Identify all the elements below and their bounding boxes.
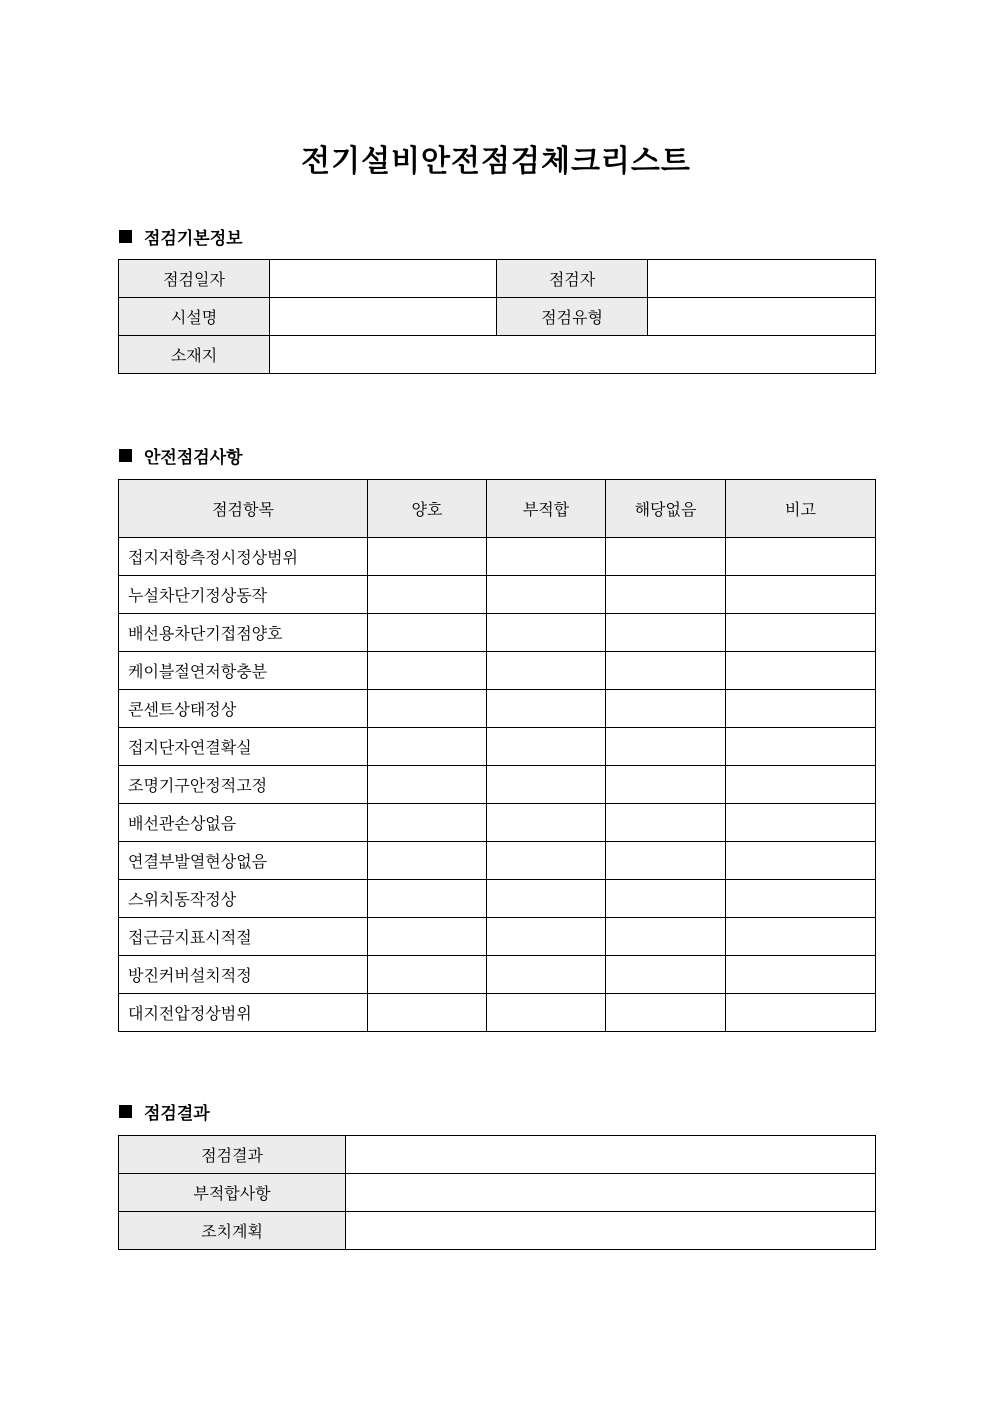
not-applicable-cell[interactable]	[606, 690, 726, 728]
table-row	[119, 956, 876, 994]
not-applicable-cell[interactable]	[606, 766, 726, 804]
section-heading-checklist	[119, 443, 243, 468]
nonconforming-cell[interactable]	[487, 690, 606, 728]
nonconformity-field[interactable]	[346, 1174, 876, 1212]
table-row	[119, 918, 876, 956]
nonconforming-cell[interactable]	[487, 804, 606, 842]
section-heading-basic-info	[119, 224, 243, 249]
check-item-label: 접지저항측정시정상범위	[119, 538, 368, 576]
column-header-not-applicable: 해당없음	[606, 480, 726, 538]
check-item-label: 대지전압정상범위	[119, 994, 368, 1032]
remarks-cell[interactable]	[726, 652, 876, 690]
remarks-cell[interactable]	[726, 880, 876, 918]
section-heading-result	[119, 1099, 210, 1124]
remarks-cell[interactable]	[726, 766, 876, 804]
checklist-table	[118, 479, 876, 1032]
check-item-label: 콘센트상태정상	[119, 690, 368, 728]
check-item-label: 배선관손상없음	[119, 804, 368, 842]
table-row	[119, 994, 876, 1032]
check-item-label: 스위치동작정상	[119, 880, 368, 918]
label-cell: 점검유형	[497, 298, 648, 336]
remarks-cell[interactable]	[726, 576, 876, 614]
square-bullet-icon	[119, 230, 132, 243]
facility-name-field[interactable]	[270, 298, 497, 336]
not-applicable-cell[interactable]	[606, 842, 726, 880]
basic-info-table	[118, 259, 876, 374]
document-title: 전기설비안전점검체크리스트	[301, 144, 691, 179]
nonconforming-cell[interactable]	[487, 538, 606, 576]
nonconforming-cell[interactable]	[487, 576, 606, 614]
nonconforming-cell[interactable]	[487, 918, 606, 956]
column-header-remarks: 비고	[726, 480, 876, 538]
result-table	[118, 1135, 876, 1250]
square-bullet-icon	[119, 449, 132, 462]
remarks-cell[interactable]	[726, 538, 876, 576]
not-applicable-cell[interactable]	[606, 994, 726, 1032]
good-cell[interactable]	[368, 576, 487, 614]
table-row	[119, 728, 876, 766]
not-applicable-cell[interactable]	[606, 652, 726, 690]
inspection-result-field[interactable]	[346, 1136, 876, 1174]
good-cell[interactable]	[368, 652, 487, 690]
table-row	[119, 1136, 876, 1174]
inspector-field[interactable]	[648, 260, 876, 298]
remarks-cell[interactable]	[726, 994, 876, 1032]
nonconforming-cell[interactable]	[487, 880, 606, 918]
nonconforming-cell[interactable]	[487, 766, 606, 804]
check-item-label: 케이블절연저항충분	[119, 652, 368, 690]
good-cell[interactable]	[368, 690, 487, 728]
table-row	[119, 842, 876, 880]
nonconforming-cell[interactable]	[487, 956, 606, 994]
inspection-date-field[interactable]	[270, 260, 497, 298]
not-applicable-cell[interactable]	[606, 956, 726, 994]
label-cell: 부적합사항	[119, 1174, 346, 1212]
nonconforming-cell[interactable]	[487, 728, 606, 766]
nonconforming-cell[interactable]	[487, 842, 606, 880]
label-cell: 점검일자	[119, 260, 270, 298]
section-heading-label: 안전점검사항	[144, 448, 243, 468]
column-header-nonconforming: 부적합	[487, 480, 606, 538]
label-cell: 소재지	[119, 336, 270, 374]
table-row	[119, 538, 876, 576]
check-item-label: 누설차단기정상동작	[119, 576, 368, 614]
not-applicable-cell[interactable]	[606, 576, 726, 614]
label-cell: 시설명	[119, 298, 270, 336]
inspection-type-field[interactable]	[648, 298, 876, 336]
good-cell[interactable]	[368, 538, 487, 576]
remarks-cell[interactable]	[726, 614, 876, 652]
good-cell[interactable]	[368, 766, 487, 804]
not-applicable-cell[interactable]	[606, 538, 726, 576]
check-item-label: 배선용차단기접점양호	[119, 614, 368, 652]
label-cell: 점검자	[497, 260, 648, 298]
not-applicable-cell[interactable]	[606, 728, 726, 766]
nonconforming-cell[interactable]	[487, 994, 606, 1032]
good-cell[interactable]	[368, 880, 487, 918]
good-cell[interactable]	[368, 956, 487, 994]
label-cell: 조치계획	[119, 1212, 346, 1250]
table-row	[119, 880, 876, 918]
check-item-label: 접근금지표시적절	[119, 918, 368, 956]
table-row	[119, 1174, 876, 1212]
check-item-label: 조명기구안정적고정	[119, 766, 368, 804]
table-row	[119, 804, 876, 842]
check-item-label: 접지단자연결확실	[119, 728, 368, 766]
not-applicable-cell[interactable]	[606, 918, 726, 956]
remarks-cell[interactable]	[726, 690, 876, 728]
remarks-cell[interactable]	[726, 728, 876, 766]
good-cell[interactable]	[368, 842, 487, 880]
column-header-item: 점검항목	[119, 480, 368, 538]
table-row	[119, 614, 876, 652]
good-cell[interactable]	[368, 728, 487, 766]
table-row	[119, 576, 876, 614]
not-applicable-cell[interactable]	[606, 614, 726, 652]
good-cell[interactable]	[368, 918, 487, 956]
table-row	[119, 652, 876, 690]
table-row	[119, 298, 876, 336]
section-heading-label: 점검결과	[144, 1104, 210, 1124]
square-bullet-icon	[119, 1105, 132, 1118]
table-row	[119, 1212, 876, 1250]
good-cell[interactable]	[368, 614, 487, 652]
action-plan-field[interactable]	[346, 1212, 876, 1250]
label-cell: 점검결과	[119, 1136, 346, 1174]
section-heading-label: 점검기본정보	[144, 229, 243, 249]
check-item-label: 연결부발열현상없음	[119, 842, 368, 880]
nonconforming-cell[interactable]	[487, 652, 606, 690]
location-field[interactable]	[270, 336, 876, 374]
check-item-label: 방진커버설치적정	[119, 956, 368, 994]
not-applicable-cell[interactable]	[606, 804, 726, 842]
column-header-good: 양호	[368, 480, 487, 538]
not-applicable-cell[interactable]	[606, 880, 726, 918]
table-row	[119, 260, 876, 298]
table-row	[119, 766, 876, 804]
remarks-cell[interactable]	[726, 956, 876, 994]
nonconforming-cell[interactable]	[487, 614, 606, 652]
header-row	[119, 480, 876, 538]
remarks-cell[interactable]	[726, 842, 876, 880]
good-cell[interactable]	[368, 804, 487, 842]
remarks-cell[interactable]	[726, 804, 876, 842]
remarks-cell[interactable]	[726, 918, 876, 956]
table-row	[119, 690, 876, 728]
good-cell[interactable]	[368, 994, 487, 1032]
table-row	[119, 336, 876, 374]
